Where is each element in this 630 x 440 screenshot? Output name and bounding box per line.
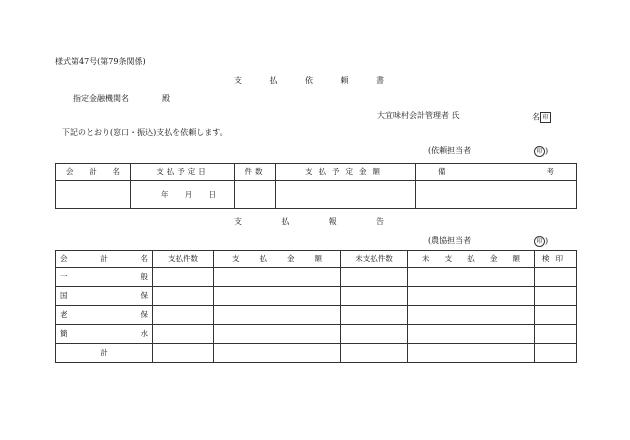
- report-cell[interactable]: [408, 287, 535, 306]
- report-cell[interactable]: [341, 268, 408, 287]
- report-cell[interactable]: [341, 306, 408, 325]
- date-year: 年: [161, 189, 169, 199]
- report-cell[interactable]: [408, 306, 535, 325]
- request-body: 下記のとおり(窓口・振込)支払を依頼します。: [62, 128, 228, 137]
- seal-icon: 印: [534, 236, 545, 247]
- report-title-char-4: 告: [375, 217, 384, 226]
- request-title-char-4: 頼: [340, 76, 349, 85]
- request-person-close: ): [545, 146, 549, 156]
- report-total-cell[interactable]: [214, 344, 341, 363]
- request-cell-count[interactable]: [235, 181, 276, 209]
- report-cell[interactable]: [153, 325, 214, 344]
- report-person-label: (農協担当者: [428, 236, 472, 245]
- seal-icon: 印: [534, 146, 545, 157]
- sender-name-label: 名: [532, 112, 540, 122]
- report-cell[interactable]: [214, 268, 341, 287]
- date-month: 月: [184, 189, 193, 199]
- seal-icon: 印: [540, 112, 551, 123]
- report-title-char-2: 払: [281, 217, 290, 226]
- recipient-label: 指定金融機関名: [73, 94, 129, 103]
- date-day: 日: [208, 189, 216, 199]
- report-cell[interactable]: [153, 306, 214, 325]
- request-title-char-5: 書: [376, 76, 384, 85]
- report-row-label: 老 保: [56, 306, 153, 325]
- report-header-inspection: 検印: [535, 251, 577, 268]
- request-header-amount: 支払予定金額: [276, 164, 416, 181]
- report-cell[interactable]: [408, 268, 535, 287]
- request-title-char-1: 支: [234, 76, 242, 85]
- report-table-header-row: [56, 251, 577, 268]
- report-cell[interactable]: [341, 325, 408, 344]
- report-row: [56, 287, 577, 306]
- report-cell[interactable]: [535, 325, 577, 344]
- request-cell-remarks[interactable]: [416, 181, 577, 209]
- report-header-account: 会 計 名: [56, 251, 153, 268]
- recipient-honorific: 殿: [162, 94, 170, 103]
- request-title-char-3: 依: [305, 76, 313, 85]
- sender-name-field: [532, 112, 551, 123]
- report-title: [234, 218, 384, 226]
- report-row: [56, 325, 577, 344]
- request-table: [55, 163, 577, 209]
- report-total-cell[interactable]: [535, 344, 577, 363]
- report-cell[interactable]: [153, 268, 214, 287]
- report-total-cell[interactable]: [153, 344, 214, 363]
- request-person-label: (依頼担当者: [428, 146, 472, 155]
- report-row: [56, 268, 577, 287]
- report-cell[interactable]: [408, 325, 535, 344]
- report-total-cell[interactable]: [341, 344, 408, 363]
- report-row-label: 一 般: [56, 268, 153, 287]
- report-cell[interactable]: [535, 306, 577, 325]
- report-total-label: 計: [56, 344, 153, 363]
- request-table-data-row: [56, 181, 577, 209]
- report-title-char-3: 報: [328, 217, 337, 226]
- report-cell[interactable]: [153, 287, 214, 306]
- request-title: [234, 77, 384, 85]
- report-header-unpaid-amount: 未 支 払 金 額: [408, 251, 535, 268]
- report-row-label: 簡 水: [56, 325, 153, 344]
- report-header-count: 支払件数: [153, 251, 214, 268]
- request-title-char-2: 払: [269, 76, 278, 85]
- sender-label: 大宜味村会計管理者 氏: [377, 111, 460, 120]
- report-row: [56, 306, 577, 325]
- report-total-cell[interactable]: [408, 344, 535, 363]
- request-cell-account[interactable]: [56, 181, 131, 209]
- report-header-amount: 支 払 金 額: [214, 251, 341, 268]
- report-table: [55, 250, 577, 363]
- request-header-date: 支払予定日: [131, 164, 235, 181]
- report-cell[interactable]: [535, 287, 577, 306]
- report-cell[interactable]: [214, 325, 341, 344]
- report-cell[interactable]: [341, 287, 408, 306]
- request-header-remarks: 備 考: [416, 164, 577, 181]
- form-number: 様式第47号(第79条関係): [55, 57, 146, 66]
- report-cell[interactable]: [214, 287, 341, 306]
- request-person-seal: [534, 146, 548, 157]
- request-header-count: 件数: [235, 164, 276, 181]
- report-person-seal: [534, 236, 548, 247]
- request-table-header-row: [56, 164, 577, 181]
- report-cell[interactable]: [535, 268, 577, 287]
- report-header-unpaid-count: 未支払件数: [341, 251, 408, 268]
- report-total-row: [56, 344, 577, 363]
- report-cell[interactable]: [214, 306, 341, 325]
- report-row-label: 国 保: [56, 287, 153, 306]
- report-title-char-1: 支: [234, 217, 242, 226]
- request-cell-amount[interactable]: [276, 181, 416, 209]
- report-person-close: ): [545, 236, 549, 246]
- request-header-account: 会 計 名: [56, 164, 131, 181]
- request-cell-date[interactable]: [131, 181, 235, 209]
